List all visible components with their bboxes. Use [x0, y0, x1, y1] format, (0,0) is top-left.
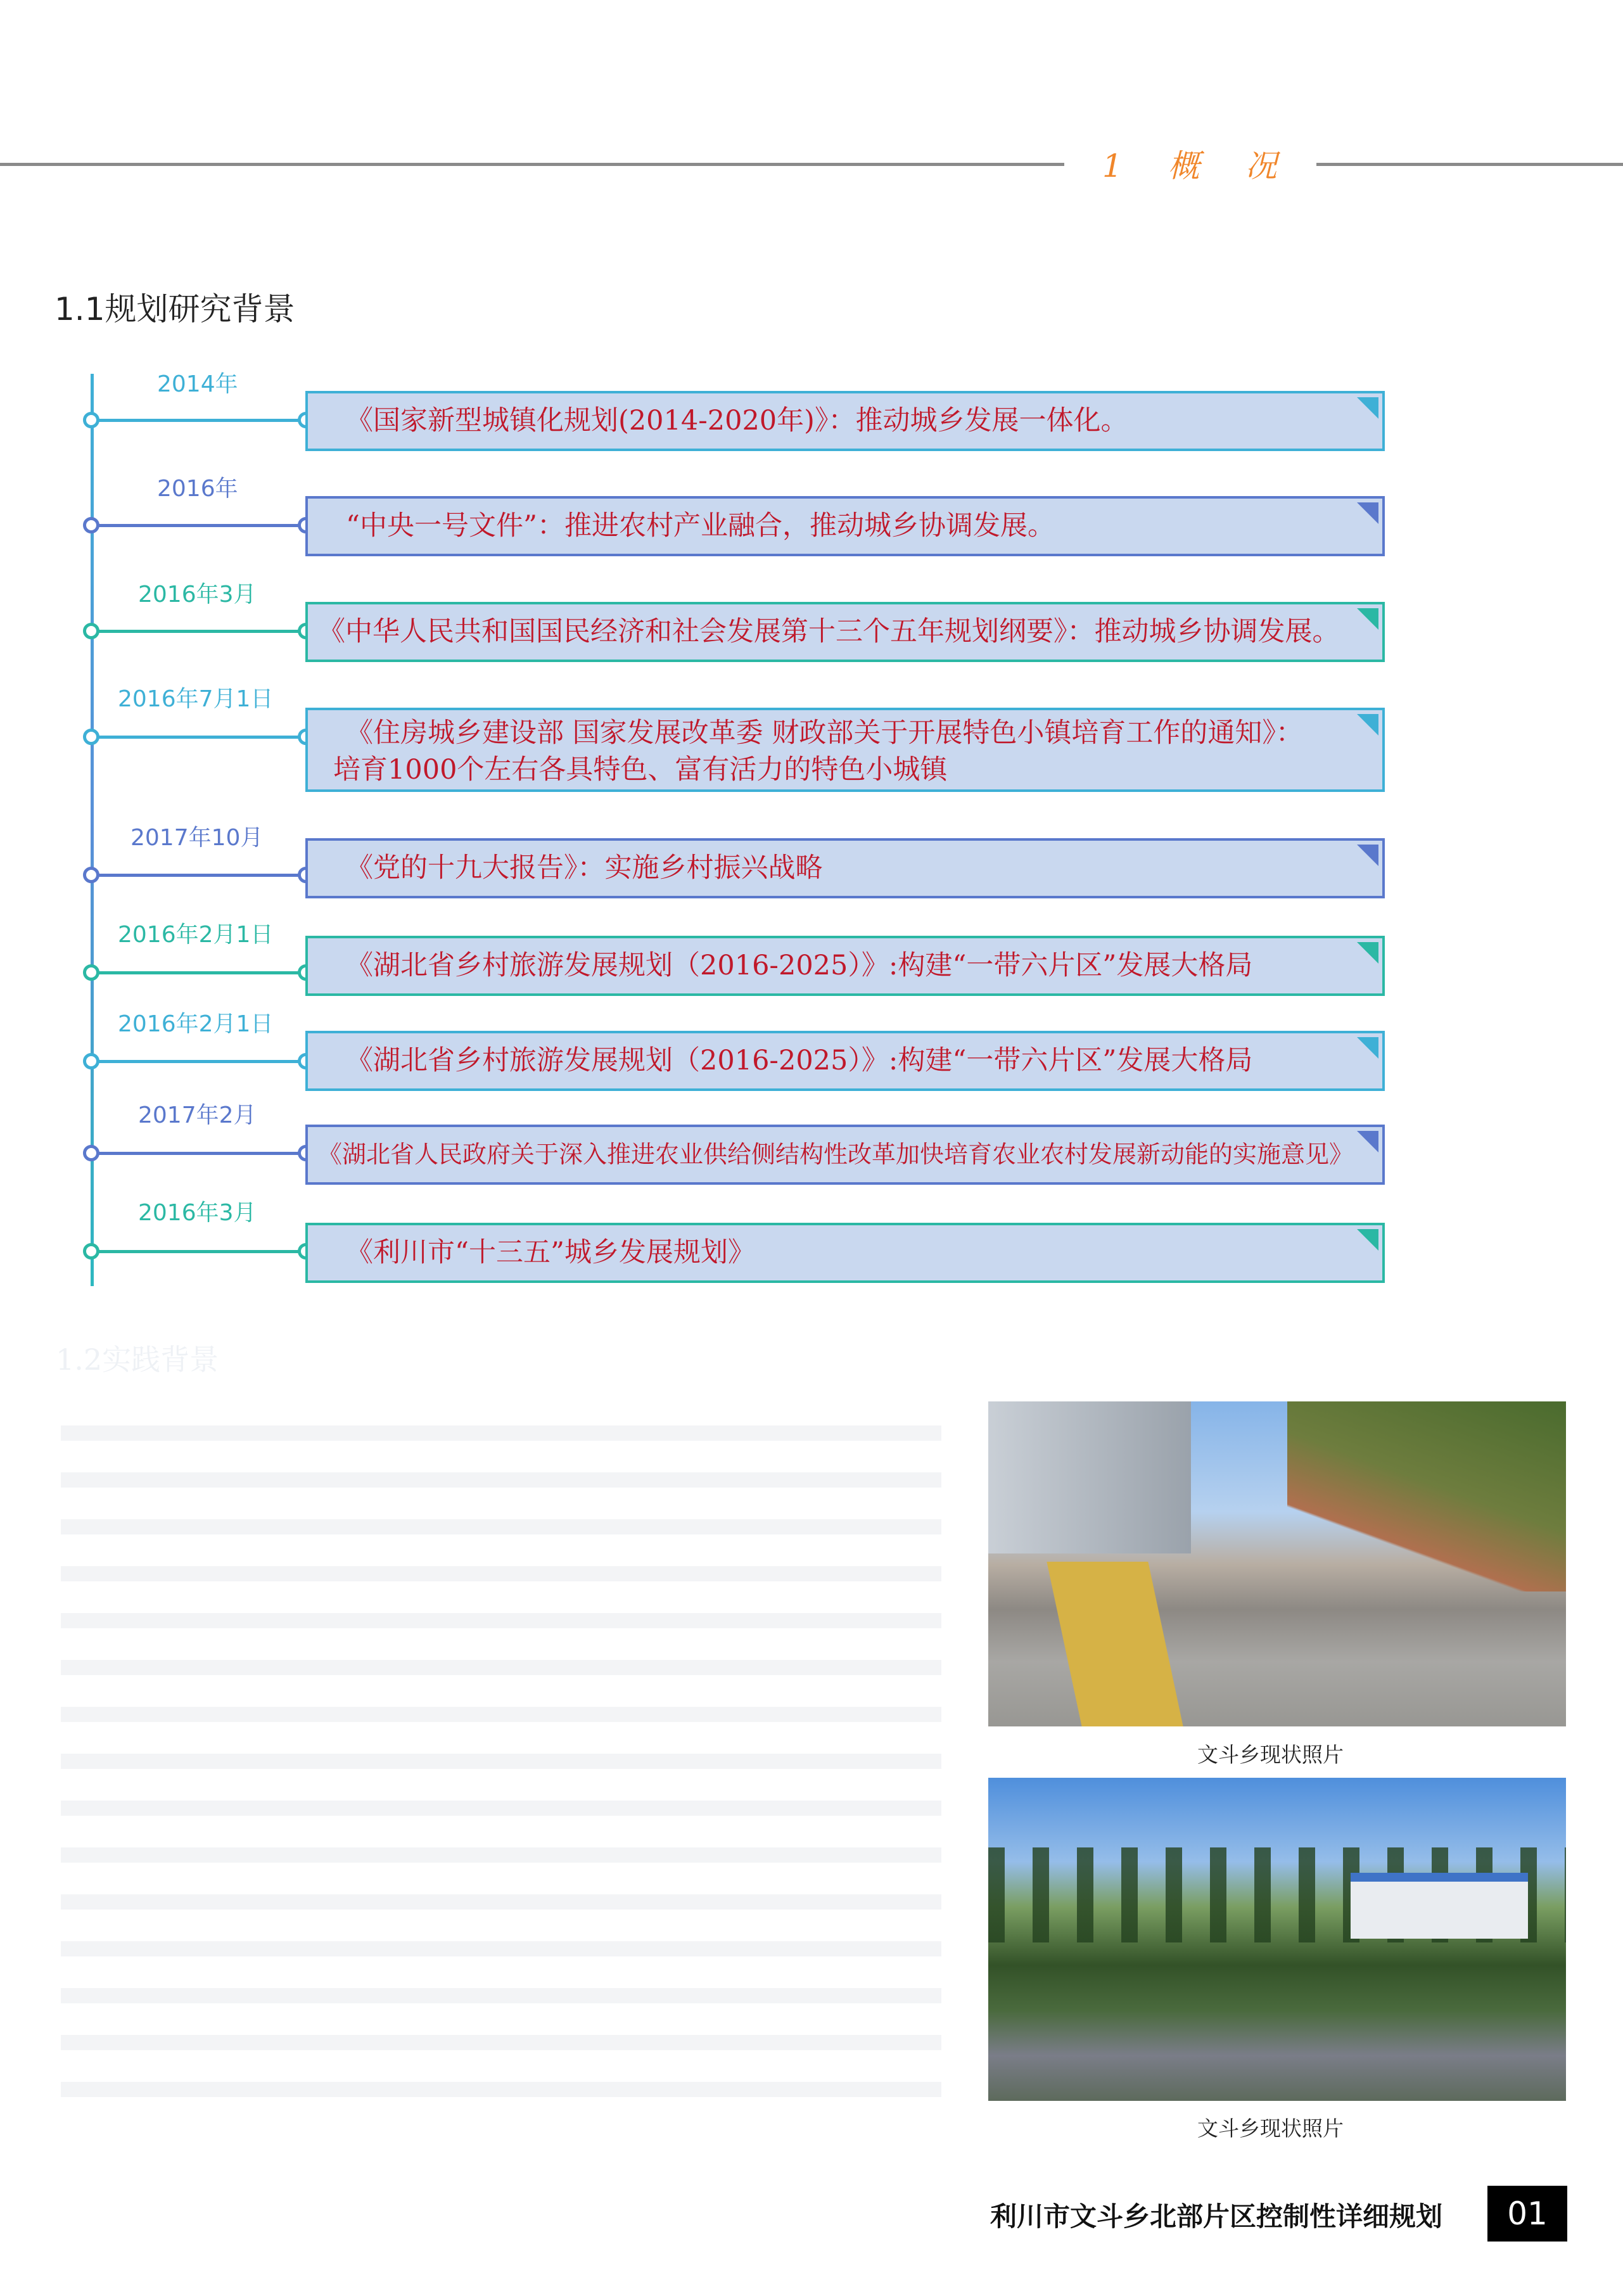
corner-marker	[1357, 1131, 1378, 1152]
timeline-year: 2016年7月1日	[118, 686, 274, 712]
timeline-event-box	[305, 838, 1385, 898]
corner-marker	[1357, 714, 1378, 736]
timeline-event-box	[305, 1031, 1385, 1091]
timeline-event-text: 《中华人民共和国国民经济和社会发展第十三个五年规划纲要》：推动城乡协调发展。	[318, 616, 1340, 647]
timeline-node	[83, 729, 99, 745]
timeline-node	[83, 964, 99, 981]
chapter-heading: 1 概 况	[1102, 148, 1295, 184]
timeline-year: 2017年10月	[130, 825, 264, 851]
timeline-node	[83, 623, 99, 639]
timeline-event-text: 《党的十九大报告》：实施乡村振兴战略	[346, 852, 823, 884]
timeline-event-box	[305, 936, 1385, 996]
timeline-connector	[94, 1152, 305, 1155]
timeline-event-box	[305, 496, 1385, 556]
timeline-event-box	[305, 602, 1385, 662]
timeline-connector	[94, 630, 305, 633]
corner-marker	[1357, 1037, 1378, 1059]
site-photo-street	[988, 1401, 1566, 1726]
corner-marker	[1357, 502, 1378, 524]
timeline-year: 2016年2月1日	[118, 922, 274, 948]
photo-caption: 文斗乡现状照片	[1197, 2116, 1344, 2141]
timeline-connector	[94, 1060, 305, 1063]
faded-body-text	[61, 1394, 941, 2129]
timeline-connector	[94, 1250, 305, 1253]
timeline-node	[83, 1243, 99, 1260]
timeline-year: 2016年3月	[138, 582, 257, 608]
photo-caption: 文斗乡现状照片	[1197, 1742, 1344, 1767]
timeline-connector	[94, 419, 305, 422]
timeline-year: 2016年3月	[138, 1200, 257, 1226]
timeline-event-text: 《住房城乡建设部 国家发展改革委 财政部关于开展特色小镇培育工作的通知》：	[346, 717, 1303, 749]
timeline-event-text: 《国家新型城镇化规划(2014-2020年)》：推动城乡发展一体化。	[346, 405, 1128, 437]
page-number: 01	[1487, 2186, 1567, 2242]
document-title: 利川市文斗乡北部片区控制性详细规划	[990, 2201, 1443, 2232]
timeline-event-text: 培育1000个左右各具特色、富有活力的特色小城镇	[333, 754, 948, 786]
timeline-year: 2016年	[157, 476, 238, 502]
timeline-node	[83, 1053, 99, 1069]
timeline-connector	[94, 874, 305, 877]
timeline-year: 2017年2月	[138, 1102, 257, 1128]
corner-marker	[1357, 942, 1378, 964]
corner-marker	[1357, 397, 1378, 419]
timeline-connector	[94, 971, 305, 974]
timeline-event-text: 《湖北省乡村旅游发展规划（2016-2025）》:构建“一带六片区”发展大格局	[346, 950, 1253, 981]
timeline-node	[83, 1145, 99, 1161]
timeline-event-box	[305, 391, 1385, 451]
header-rule-right	[1316, 163, 1623, 166]
timeline-event-text: 《湖北省人民政府关于深入推进农业供给侧结构性改革加快培育农业农村发展新动能的实施意见》	[318, 1140, 1354, 1168]
timeline-year: 2014年	[157, 371, 238, 397]
timeline-event-box	[305, 1223, 1385, 1283]
timeline-event-box	[305, 1125, 1385, 1185]
faded-section-title: 1.2实践背景	[56, 1343, 219, 1377]
timeline-node	[83, 517, 99, 533]
site-photo-fields	[988, 1778, 1566, 2101]
section-title: 1.1规划研究背景	[54, 291, 295, 328]
timeline-node	[83, 867, 99, 883]
timeline-event-text: “中央一号文件”：推进农村产业融合，推动城乡协调发展。	[346, 510, 1055, 542]
corner-marker	[1357, 845, 1378, 866]
header-rule-left	[0, 163, 1064, 166]
timeline-event-text: 《湖北省乡村旅游发展规划（2016-2025）》:构建“一带六片区”发展大格局	[346, 1045, 1253, 1076]
corner-marker	[1357, 608, 1378, 630]
timeline-connector	[94, 736, 305, 739]
timeline-node	[83, 412, 99, 428]
timeline-event-box	[305, 708, 1385, 792]
timeline-event-text: 《利川市“十三五”城乡发展规划》	[346, 1237, 755, 1268]
timeline-connector	[94, 524, 305, 527]
corner-marker	[1357, 1229, 1378, 1251]
timeline-year: 2016年2月1日	[118, 1011, 274, 1037]
